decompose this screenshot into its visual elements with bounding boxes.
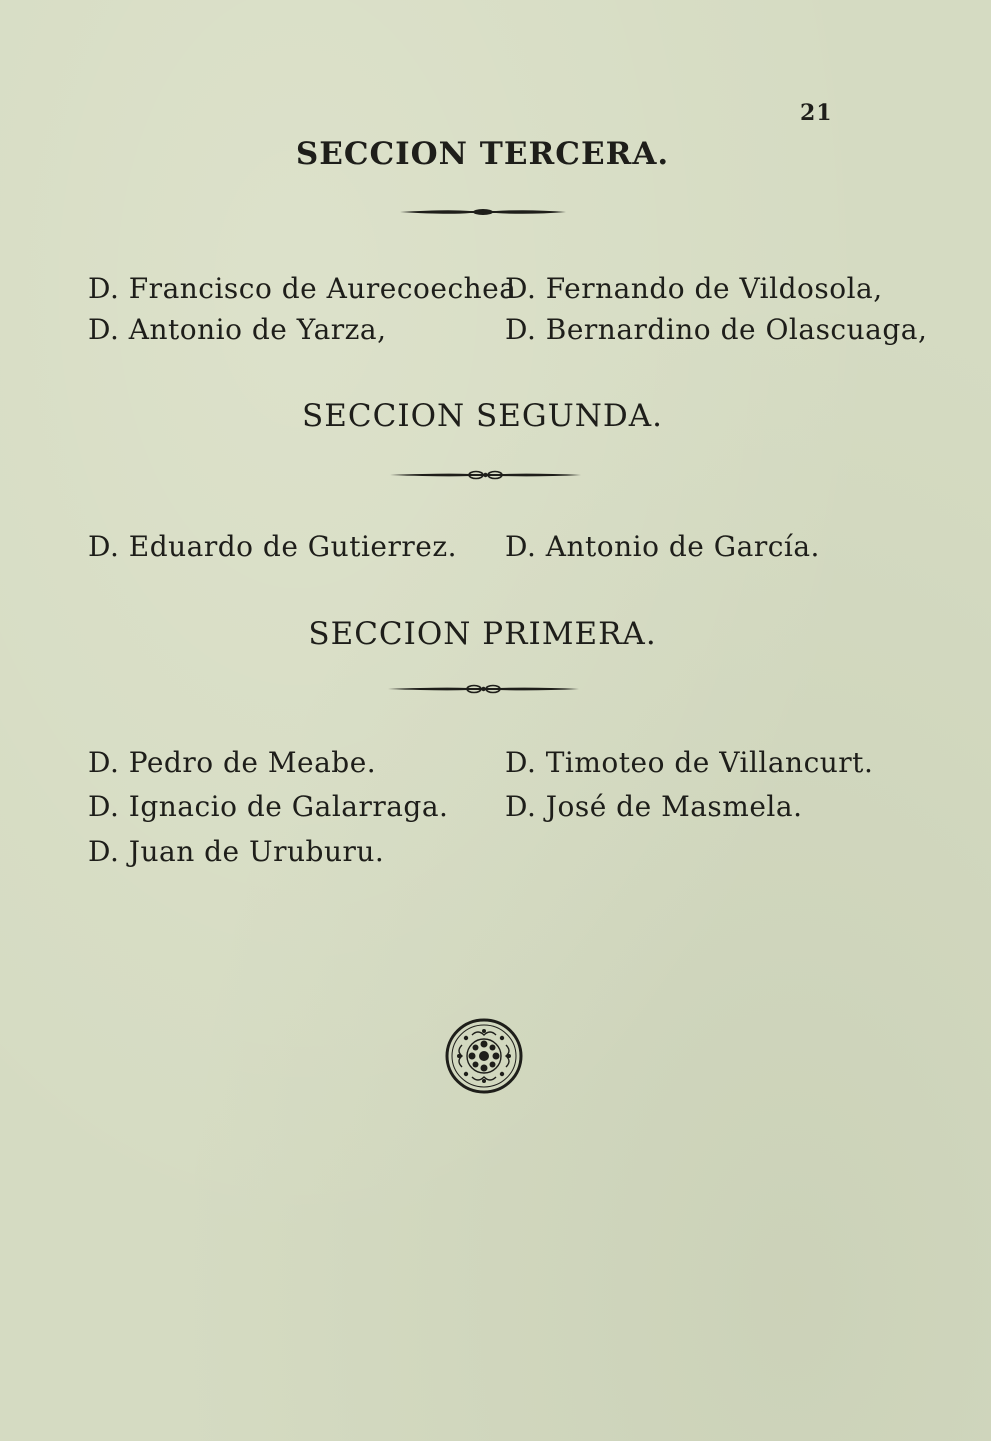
ornamental-rule-icon <box>386 682 581 696</box>
rosette-ornament-icon <box>444 1017 524 1095</box>
member-pedro-meabe: D. Pedro de Meabe. <box>88 746 377 779</box>
ornamental-rule-icon <box>398 205 568 219</box>
member-fernando-vildosola: D. Fernando de Vildosola, <box>505 272 883 305</box>
member-antonio-garcia: D. Antonio de García. <box>505 530 820 563</box>
member-bernardino-olascuaga: D. Bernardino de Olascuaga, <box>505 313 928 346</box>
member-juan-uruburu: D. Juan de Uruburu. <box>88 835 385 868</box>
section-title-primera: SECCION PRIMERA. <box>308 616 657 652</box>
ornamental-rule-icon <box>388 468 583 482</box>
member-eduardo-gutierrez: D. Eduardo de Gutierrez. <box>88 530 457 563</box>
member-antonio-yarza: D. Antonio de Yarza, <box>88 313 387 346</box>
member-francisco-aurecoechea: D. Francisco de Aurecoechea <box>88 272 517 305</box>
section-title-segunda: SECCION SEGUNDA. <box>302 398 663 434</box>
member-jose-masmela: D. José de Masmela. <box>505 790 803 823</box>
section-title-tercera: SECCION TERCERA. <box>295 136 670 172</box>
member-timoteo-villancurt: D. Timoteo de Villancurt. <box>505 746 874 779</box>
member-ignacio-galarraga: D. Ignacio de Galarraga. <box>88 790 449 823</box>
page-number: 21 <box>800 100 833 126</box>
